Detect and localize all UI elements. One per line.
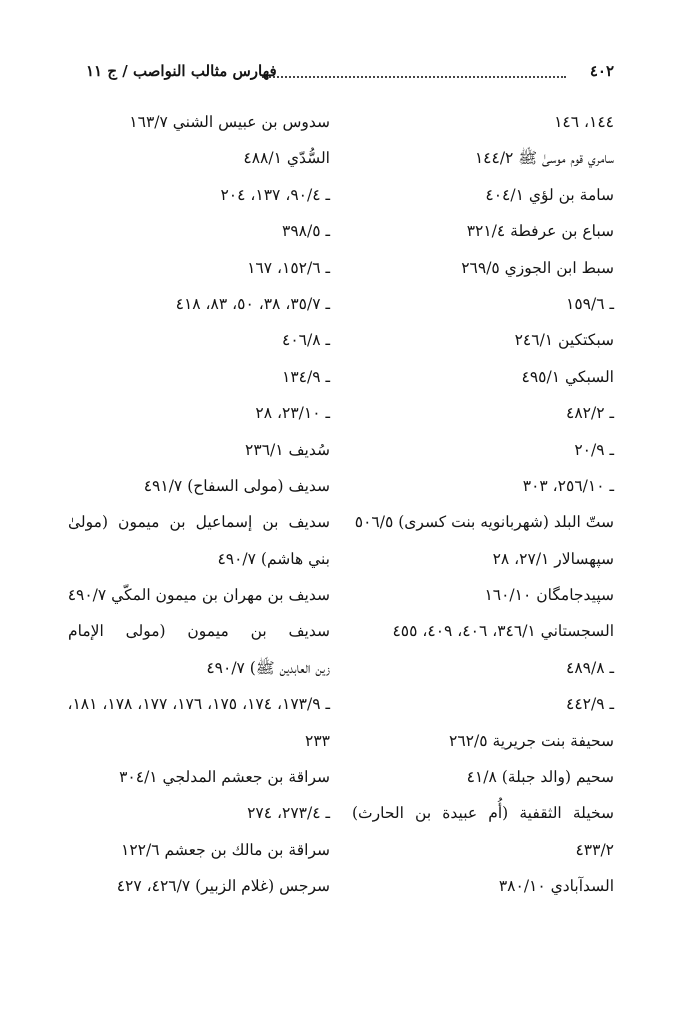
index-entry: ـ ٤٤٢/٩ [566, 695, 614, 714]
index-entry-continuation: ٢٣٣ [305, 731, 330, 750]
index-entry: السدآبادي ٣٨٠/١٠ [498, 877, 614, 896]
index-entry: ١٤٤، ١٤٦ [554, 113, 614, 131]
index-entry: ـ ٤٨٩/٨ [566, 658, 614, 677]
index-entry-continuation: زين العابدين ﷺ) ٤٩٠/٧ [206, 658, 330, 677]
index-entry: ـ ٤٨٢/٢ [566, 404, 614, 423]
index-entry: سامة بن لؤي ٤٠٤/١ [485, 185, 614, 204]
index-entry: سديف بن مهران بن ميمون المكّي ٤٩٠/٧ [67, 586, 330, 605]
index-entry: ـ ٩٠/٤، ١٣٧، ٢٠٤ [220, 185, 330, 204]
index-entry: ـ ٤٠٦/٨ [282, 331, 330, 350]
index-entry: سبط ابن الجوزي ٢٦٩/٥ [461, 258, 614, 277]
index-entry: ـ ٢٣/١٠، ٢٨ [255, 404, 330, 423]
index-entry: سباع بن عرفطة ٣٢١/٤ [466, 222, 614, 241]
index-entry: سديف (مولى السفاح) ٤٩١/٧ [143, 476, 330, 495]
index-entry: ـ ١٧٣/٩، ١٧٤، ١٧٥، ١٧٦، ١٧٧، ١٧٨، ١٨١، [67, 695, 330, 714]
index-entry: سامري قوم موسىٰ ﷺ ١٤٤/٢ [474, 149, 614, 168]
index-entry-continuation: ٤٣٣/٢ [575, 840, 614, 859]
index-entry: سحيفة بنت جريرية ٢٦٢/٥ [449, 731, 614, 750]
index-entry: سرجس (غلام الزبير) ٤٢٦/٧، ٤٢٧ [116, 877, 330, 896]
index-entry: السُّدّي ٤٨٨/١ [243, 149, 330, 168]
index-entry: سدوس بن عبيس الشني ١٦٣/٧ [129, 113, 330, 131]
index-entry: سحيم (والد جبلة) ٤١/٨ [466, 768, 614, 787]
index-entry: ـ ٢٠/٩ [574, 440, 614, 459]
leader-dots [262, 76, 566, 78]
running-title: فهارس مثالب النواصب / ج ١١ [86, 62, 277, 80]
index-entry: السبكي ٤٩٥/١ [521, 367, 614, 386]
index-column-right [352, 104, 614, 905]
index-entry-continuation: بني هاشم) ٤٩٠/٧ [217, 549, 330, 568]
index-entry: سديف بن إسماعيل بن ميمون (مولىٰ [68, 513, 330, 532]
index-entry: سديف بن ميمون (مولى الإمام [68, 622, 330, 641]
index-entry: ـ ٣٩٨/٥ [282, 222, 330, 241]
index-entry: سراقة بن مالك بن جعشم ١٢٢/٦ [121, 840, 330, 859]
index-entry: سپيدجامگان ١٦٠/١٠ [484, 586, 614, 605]
index-entry: سُديف ٢٣٦/١ [245, 440, 330, 459]
index-entry: ـ ٣٥/٧، ٣٨، ٥٠، ٨٣، ٤١٨ [175, 294, 330, 313]
running-header [86, 56, 614, 86]
index-entry: ـ ٢٧٣/٤، ٢٧٤ [247, 804, 330, 823]
index-entry: ـ ٢٥٦/١٠، ٣٠٣ [522, 476, 614, 495]
index-entry: ستّ البلد (شهربانويه بنت كسرى) ٥٠٦/٥ [354, 513, 614, 532]
index-entry: سخيلة الثقفية (أُم عبيدة بن الحارث) [352, 804, 614, 823]
index-entry: سپهسالار ٢٧/١، ٢٨ [492, 549, 614, 568]
index-entry: السجستاني ٣٤٦/١، ٤٠٦، ٤٠٩، ٤٥٥ [392, 622, 614, 641]
index-entry: سراقة بن جعشم المدلجي ٣٠٤/١ [119, 768, 330, 787]
index-entry: ـ ١٣٤/٩ [282, 367, 330, 386]
page-number: ٤٠٢ [589, 62, 614, 80]
index-entry: ـ ١٥٢/٦، ١٦٧ [247, 258, 330, 277]
index-column-left [68, 104, 330, 905]
index-entry: ـ ١٥٩/٦ [566, 294, 614, 313]
index-entry: سبكتكين ٢٤٦/١ [514, 331, 614, 350]
